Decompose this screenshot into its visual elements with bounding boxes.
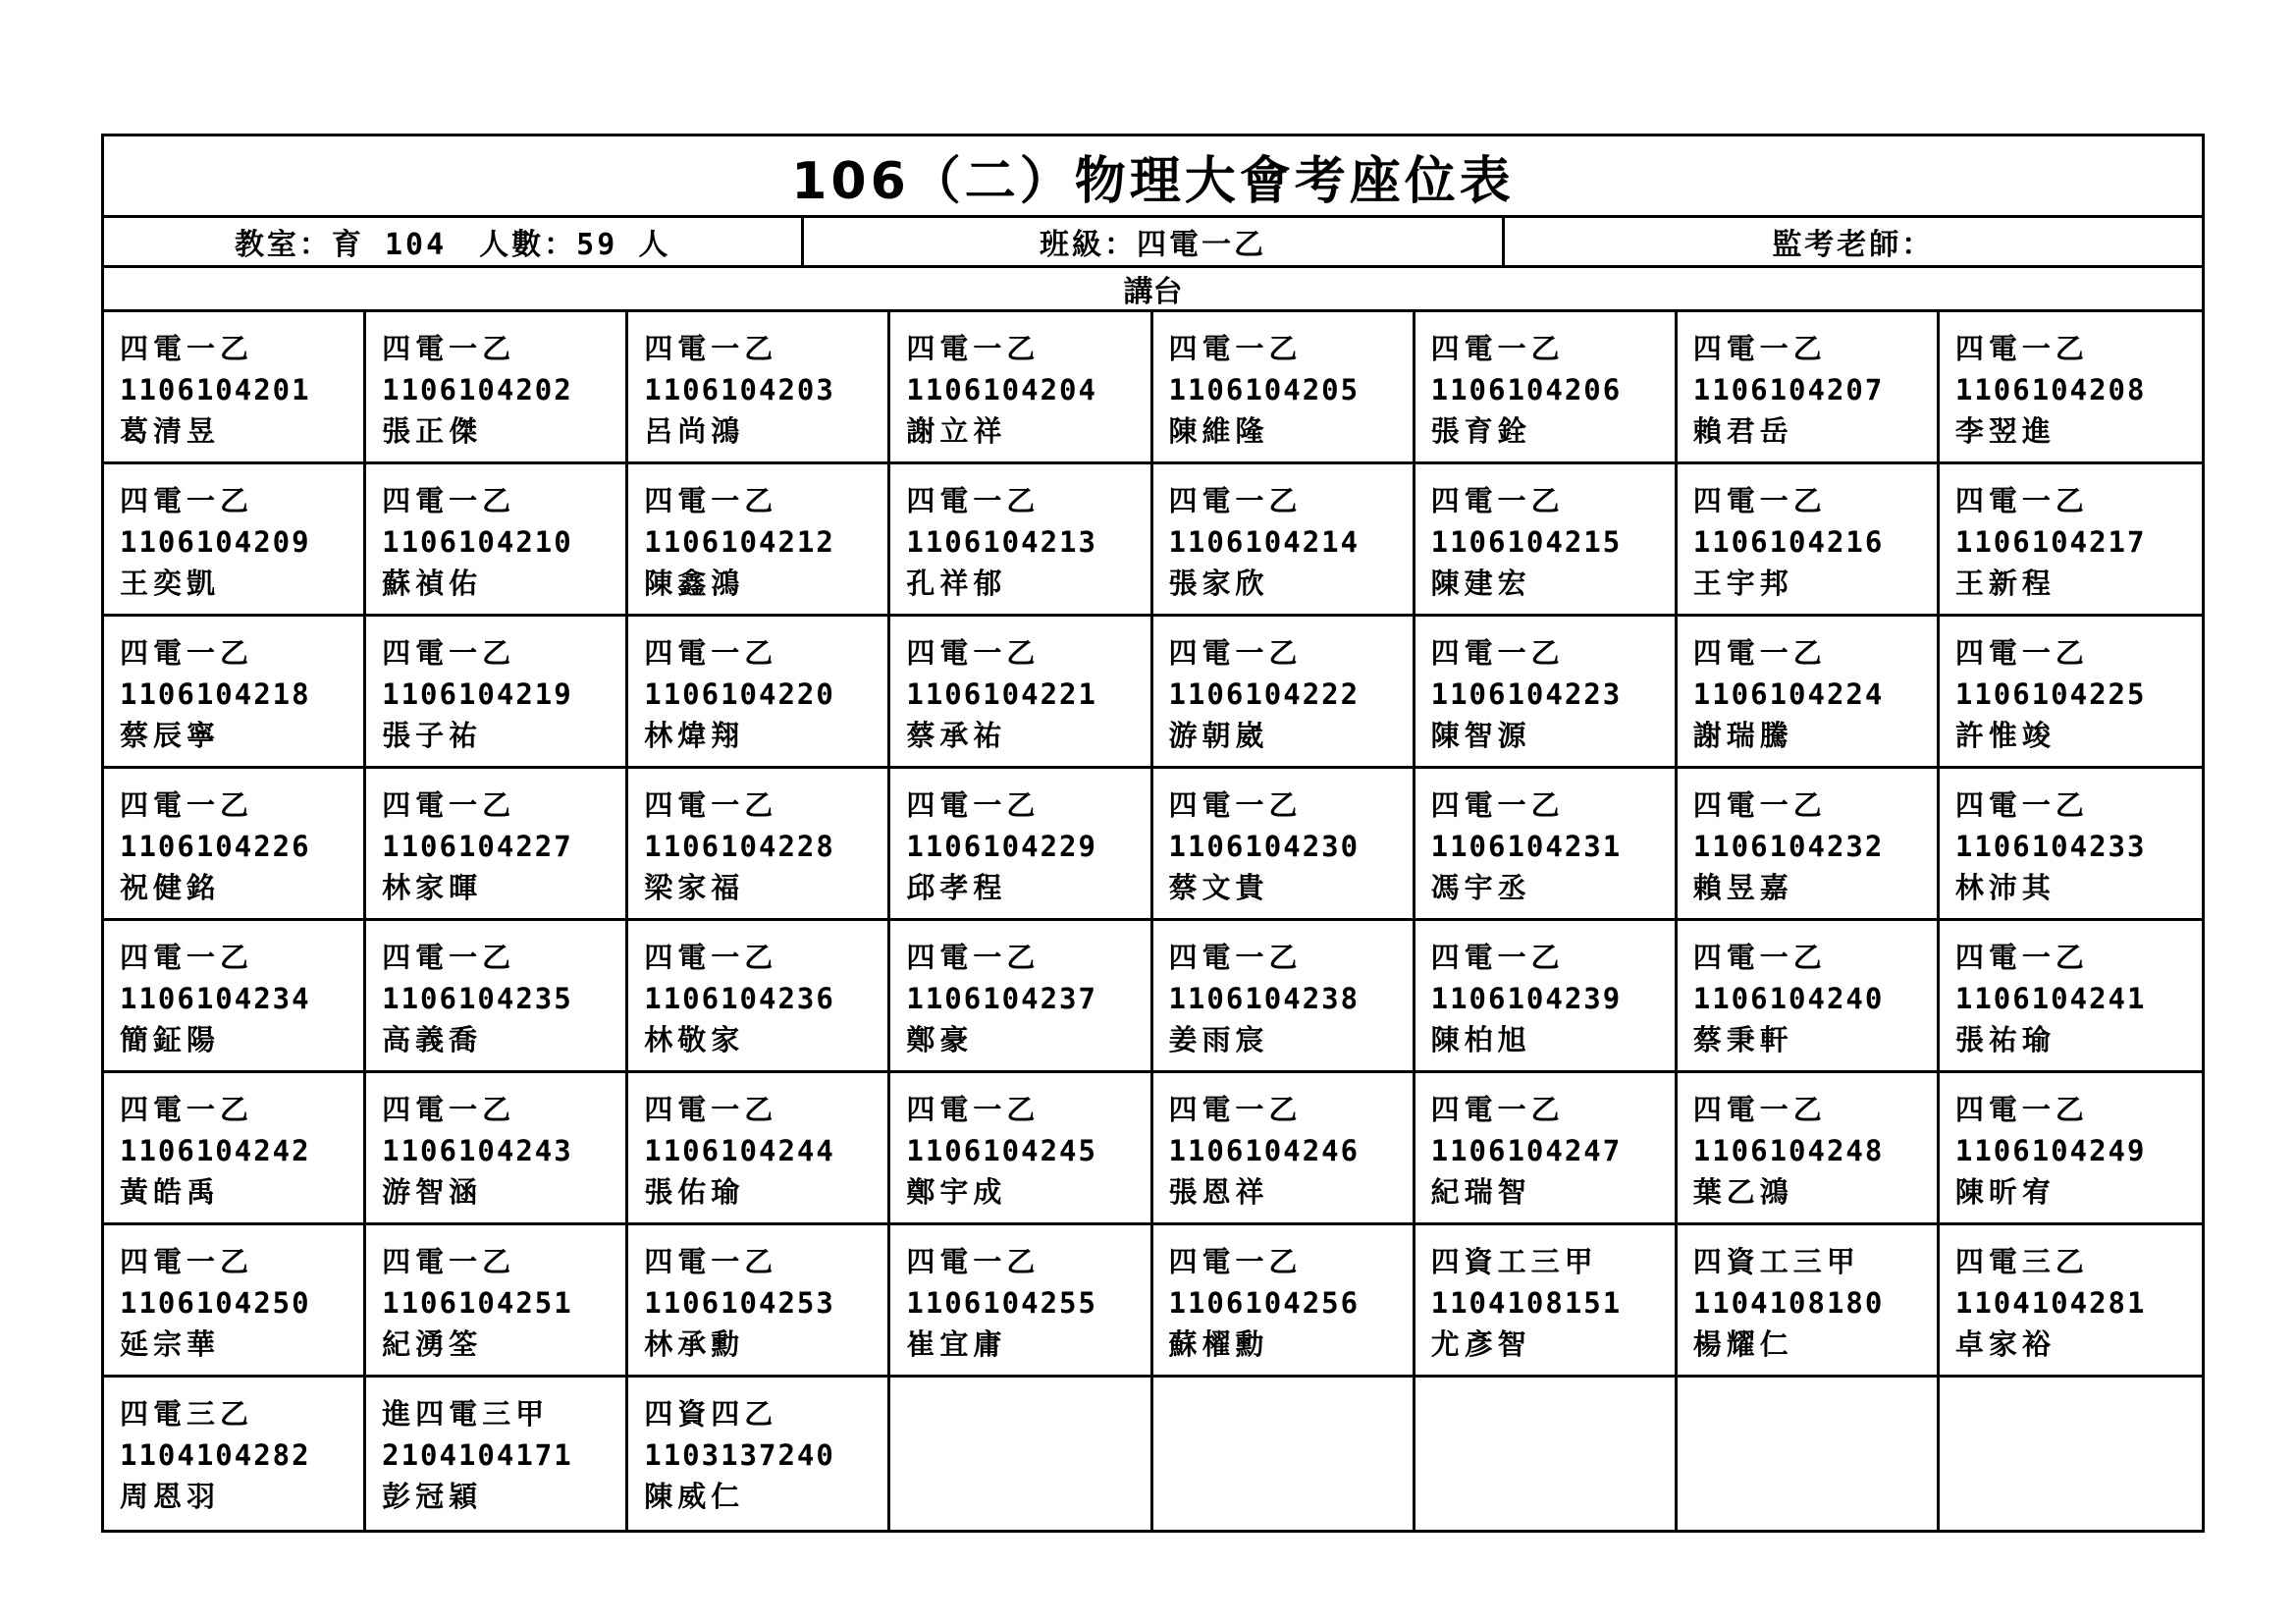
- seat-student-id: 1106104205: [1168, 373, 1361, 406]
- seat-cell: [628, 617, 890, 769]
- seat-student-id: 1106104226: [120, 830, 311, 863]
- seat-student-name: 周恩羽: [120, 1480, 221, 1513]
- seat-student-name: 陳建宏: [1430, 567, 1531, 600]
- seat-student-id: 1106104230: [1168, 830, 1361, 863]
- seat-student-id: 1106104238: [1168, 982, 1361, 1015]
- seat-student-id: 1106104214: [1168, 525, 1361, 559]
- seat-cell: [890, 921, 1152, 1073]
- seat-student-name: 陳維隆: [1168, 414, 1269, 448]
- seat-student-id: 1106104201: [120, 373, 311, 406]
- seat-class: 四電一乙: [644, 1245, 778, 1278]
- seat-student-name: 王新程: [1954, 567, 2056, 600]
- seat-class: 四電一乙: [1692, 636, 1827, 670]
- seat-class: 四電一乙: [906, 636, 1041, 670]
- seat-student-id: 1106104202: [382, 373, 573, 406]
- seat-student-id: 1106104232: [1692, 830, 1885, 863]
- seat-cell: [1678, 1378, 1940, 1530]
- seat-student-name: 陳威仁: [644, 1480, 745, 1513]
- seat-student-id: 1106104210: [382, 525, 573, 559]
- seat-student-name: 邱孝程: [906, 871, 1007, 904]
- seat-cell: [890, 1378, 1152, 1530]
- seat-student-name: 孔祥郁: [906, 567, 1007, 600]
- seat-class: 四電一乙: [1430, 1093, 1565, 1126]
- seat-student-name: 林沛其: [1954, 871, 2056, 904]
- seat-class: 四電一乙: [1692, 788, 1827, 822]
- seat-student-name: 姜雨宸: [1168, 1023, 1269, 1056]
- seat-cell: [1153, 1073, 1415, 1225]
- seat-student-name: 張家欣: [1168, 567, 1269, 600]
- seat-student-name: 陳鑫鴻: [644, 567, 745, 600]
- seat-class: 四電一乙: [906, 1245, 1041, 1278]
- seat-class: 四電一乙: [1430, 484, 1565, 517]
- seat-cell: [890, 769, 1152, 921]
- seat-student-name: 延宗華: [120, 1327, 221, 1361]
- seat-student-name: 蔡文貴: [1168, 871, 1269, 904]
- seat-class: 四電一乙: [1168, 941, 1303, 974]
- seat-student-name: 許惟竣: [1954, 719, 2056, 752]
- seat-class: 四電一乙: [906, 332, 1041, 365]
- seat-cell: [628, 1073, 890, 1225]
- seat-student-id: 1106104244: [644, 1134, 835, 1167]
- seat-cell: [628, 1225, 890, 1378]
- seat-cell: [1415, 769, 1678, 921]
- seat-grid: [104, 312, 2202, 1530]
- seat-cell: [366, 921, 628, 1073]
- seat-student-name: 賴君岳: [1692, 414, 1793, 448]
- seat-cell: [1153, 617, 1415, 769]
- seat-class: 四資工三甲: [1692, 1245, 1860, 1278]
- seat-student-name: 蔡秉軒: [1692, 1023, 1793, 1056]
- seat-student-name: 黃皓禹: [120, 1175, 221, 1209]
- seat-class: 四電一乙: [1168, 332, 1303, 365]
- seat-class: 四電一乙: [382, 1093, 516, 1126]
- seat-class: 四電一乙: [1954, 484, 2089, 517]
- seat-cell: [1940, 617, 2202, 769]
- seat-class: 進四電三甲: [382, 1397, 550, 1431]
- seat-class: 四電一乙: [120, 332, 254, 365]
- seat-student-name: 林承勳: [644, 1327, 745, 1361]
- seat-cell: [1678, 464, 1940, 617]
- seat-class: 四電一乙: [382, 484, 516, 517]
- seat-class: 四電一乙: [644, 1093, 778, 1126]
- seat-student-name: 祝健銘: [120, 871, 221, 904]
- seat-cell: [1678, 769, 1940, 921]
- seat-student-name: 楊耀仁: [1692, 1327, 1793, 1361]
- seat-class: 四電一乙: [906, 484, 1041, 517]
- seat-cell: [366, 464, 628, 617]
- seat-student-id: 1106104241: [1954, 982, 2147, 1015]
- seat-class: 四電一乙: [382, 332, 516, 365]
- seat-class: 四資四乙: [644, 1397, 778, 1431]
- seat-student-name: 蔡承祐: [906, 719, 1007, 752]
- seat-cell: [1153, 1225, 1415, 1378]
- seat-student-id: 1106104239: [1430, 982, 1623, 1015]
- seat-cell: [1940, 1225, 2202, 1378]
- seat-student-id: 1106104231: [1430, 830, 1623, 863]
- seat-student-id: 1106104237: [906, 982, 1097, 1015]
- seat-cell: [1153, 1378, 1415, 1530]
- seat-cell: [1940, 769, 2202, 921]
- seat-class: 四電一乙: [120, 788, 254, 822]
- seat-student-name: 張恩祥: [1168, 1175, 1269, 1209]
- seat-student-id: 1106104243: [382, 1134, 573, 1167]
- seat-student-name: 簡鉦陽: [120, 1023, 221, 1056]
- seat-student-name: 陳昕宥: [1954, 1175, 2056, 1209]
- seat-student-name: 梁家福: [644, 871, 745, 904]
- seat-student-name: 彭冠穎: [382, 1480, 483, 1513]
- seat-student-id: 1106104220: [644, 677, 835, 711]
- seat-cell: [628, 1378, 890, 1530]
- seat-student-id: 1106104247: [1430, 1134, 1623, 1167]
- seat-class: 四電三乙: [120, 1397, 254, 1431]
- seat-student-name: 陳智源: [1430, 719, 1531, 752]
- seat-cell: [366, 1378, 628, 1530]
- seat-student-id: 1103137240: [644, 1438, 835, 1472]
- seat-class: 四電一乙: [120, 636, 254, 670]
- seat-student-id: 1106104228: [644, 830, 835, 863]
- seat-student-id: 1106104217: [1954, 525, 2147, 559]
- seat-cell: [1415, 1225, 1678, 1378]
- seat-student-name: 游智涵: [382, 1175, 483, 1209]
- seat-cell: [1940, 1073, 2202, 1225]
- seat-student-name: 林煒翔: [644, 719, 745, 752]
- seat-student-name: 張祐瑜: [1954, 1023, 2056, 1056]
- page-title: 106（二）物理大會考座位表: [104, 136, 2202, 218]
- seat-student-id: 1106104253: [644, 1286, 835, 1320]
- seat-student-id: 1106104227: [382, 830, 573, 863]
- seat-student-name: 謝立祥: [906, 414, 1007, 448]
- seat-student-name: 馮宇丞: [1430, 871, 1531, 904]
- seat-class: 四電一乙: [1954, 636, 2089, 670]
- seat-cell: [890, 464, 1152, 617]
- seat-student-id: 1106104222: [1168, 677, 1361, 711]
- seat-cell: [366, 1225, 628, 1378]
- seat-student-id: 1106104219: [382, 677, 573, 711]
- seat-student-name: 張子祐: [382, 719, 483, 752]
- seat-student-id: 1106104242: [120, 1134, 311, 1167]
- seat-student-id: 1106104218: [120, 677, 311, 711]
- seat-student-name: 賴昱嘉: [1692, 871, 1793, 904]
- classroom-info: 教室：育 104 人數：59 人: [234, 228, 671, 262]
- seat-cell: [1153, 312, 1415, 464]
- seat-cell: [628, 921, 890, 1073]
- seat-class: 四電一乙: [120, 1093, 254, 1126]
- seat-student-id: 1106104206: [1430, 373, 1623, 406]
- seat-class: 四電一乙: [644, 636, 778, 670]
- seat-class: 四電一乙: [1168, 484, 1303, 517]
- seat-student-id: 1104104281: [1954, 1286, 2147, 1320]
- seat-student-name: 鄭豪: [906, 1023, 974, 1056]
- seat-class: 四電一乙: [1430, 788, 1565, 822]
- seat-cell: [366, 617, 628, 769]
- seat-student-name: 張正傑: [382, 414, 483, 448]
- seat-student-name: 呂尚鴻: [644, 414, 745, 448]
- seat-class: 四電一乙: [1430, 941, 1565, 974]
- seat-student-name: 紀湧筌: [382, 1327, 483, 1361]
- seat-student-id: 1104108180: [1692, 1286, 1885, 1320]
- seat-cell: [890, 1073, 1152, 1225]
- seat-class: 四電一乙: [644, 941, 778, 974]
- seat-student-id: 1106104255: [906, 1286, 1097, 1320]
- seat-cell: [104, 464, 366, 617]
- seat-cell: [1678, 1225, 1940, 1378]
- seat-cell: [366, 312, 628, 464]
- seat-cell: [1678, 312, 1940, 464]
- seat-student-name: 蔡辰寧: [120, 719, 221, 752]
- seat-class: 四電一乙: [382, 1245, 516, 1278]
- seat-student-name: 鄭宇成: [906, 1175, 1007, 1209]
- seat-class: 四電一乙: [120, 1245, 254, 1278]
- seat-cell: [104, 769, 366, 921]
- seat-cell: [890, 617, 1152, 769]
- seat-cell: [890, 312, 1152, 464]
- seat-cell: [104, 312, 366, 464]
- seat-student-id: 1106104203: [644, 373, 835, 406]
- seat-class: 四電一乙: [1168, 1245, 1303, 1278]
- seat-student-id: 1106104240: [1692, 982, 1885, 1015]
- seat-class: 四電一乙: [120, 941, 254, 974]
- seat-student-id: 1106104249: [1954, 1134, 2147, 1167]
- seat-cell: [1153, 464, 1415, 617]
- seat-class: 四資工三甲: [1430, 1245, 1598, 1278]
- seat-student-name: 尤彥智: [1430, 1327, 1531, 1361]
- seat-class: 四電一乙: [382, 636, 516, 670]
- seat-class: 四電一乙: [1954, 1093, 2089, 1126]
- seat-student-id: 1104108151: [1430, 1286, 1623, 1320]
- seat-student-id: 1106104246: [1168, 1134, 1361, 1167]
- seat-cell: [1940, 312, 2202, 464]
- seat-student-name: 謝瑞騰: [1692, 719, 1793, 752]
- seat-cell: [366, 1073, 628, 1225]
- seat-student-id: 1106104250: [120, 1286, 311, 1320]
- seat-student-name: 蘇禎佑: [382, 567, 483, 600]
- seat-class: 四電一乙: [644, 332, 778, 365]
- seat-student-id: 1106104225: [1954, 677, 2147, 711]
- seat-cell: [1678, 1073, 1940, 1225]
- seat-class: 四電一乙: [644, 788, 778, 822]
- seat-class: 四電一乙: [906, 788, 1041, 822]
- seat-student-id: 1106104221: [906, 677, 1097, 711]
- seat-class: 四電一乙: [1692, 941, 1827, 974]
- seat-student-name: 紀瑞智: [1430, 1175, 1531, 1209]
- info-row: [104, 218, 2202, 268]
- seat-cell: [1153, 921, 1415, 1073]
- seat-class: 四電一乙: [1954, 788, 2089, 822]
- seat-student-name: 葉乙鴻: [1692, 1175, 1793, 1209]
- seat-class: 四電一乙: [382, 788, 516, 822]
- seat-cell: [104, 617, 366, 769]
- seat-cell: [1415, 1073, 1678, 1225]
- seat-cell: [890, 1225, 1152, 1378]
- seat-student-id: 1106104235: [382, 982, 573, 1015]
- seat-cell: [366, 769, 628, 921]
- seat-class: 四電一乙: [1168, 636, 1303, 670]
- seat-student-id: 1106104248: [1692, 1134, 1885, 1167]
- seat-student-name: 張育銓: [1430, 414, 1531, 448]
- seat-student-id: 1106104233: [1954, 830, 2147, 863]
- seat-class: 四電一乙: [120, 484, 254, 517]
- seat-student-name: 王奕凱: [120, 567, 221, 600]
- seat-class: 四電一乙: [1954, 332, 2089, 365]
- seat-student-id: 1106104251: [382, 1286, 573, 1320]
- seat-student-id: 1106104223: [1430, 677, 1623, 711]
- seat-cell: [1415, 464, 1678, 617]
- seat-student-id: 1106104207: [1692, 373, 1885, 406]
- seat-student-name: 崔宜庸: [906, 1327, 1007, 1361]
- seating-chart-table: [101, 134, 2205, 1533]
- seat-cell: [1415, 617, 1678, 769]
- seat-student-id: 1106104213: [906, 525, 1097, 559]
- seat-cell: [1940, 921, 2202, 1073]
- seat-cell: [628, 769, 890, 921]
- seat-student-name: 卓家裕: [1954, 1327, 2056, 1361]
- seat-cell: [1415, 921, 1678, 1073]
- seat-cell: [1415, 1378, 1678, 1530]
- seat-student-id: 1106104212: [644, 525, 835, 559]
- seat-class: 四電一乙: [1954, 941, 2089, 974]
- seat-student-id: 1106104245: [906, 1134, 1097, 1167]
- class-info: 班級：四電一乙: [801, 218, 1501, 265]
- seat-student-id: 1106104208: [1954, 373, 2147, 406]
- seat-cell: [1678, 617, 1940, 769]
- seat-cell: [1940, 464, 2202, 617]
- podium-label: 講台: [104, 268, 2202, 312]
- seat-class: 四電一乙: [1168, 788, 1303, 822]
- seat-class: 四電一乙: [1692, 332, 1827, 365]
- seat-cell: [1940, 1378, 2202, 1530]
- seat-student-name: 高義喬: [382, 1023, 483, 1056]
- seat-student-name: 林家暉: [382, 871, 483, 904]
- seat-student-id: 1106104204: [906, 373, 1097, 406]
- seat-student-name: 林敬家: [644, 1023, 745, 1056]
- seat-cell: [628, 312, 890, 464]
- seat-cell: [104, 1378, 366, 1530]
- seat-student-id: 1106104256: [1168, 1286, 1361, 1320]
- seat-class: 四電一乙: [1168, 1093, 1303, 1126]
- seat-class: 四電一乙: [1430, 636, 1565, 670]
- seat-student-name: 李翌進: [1954, 414, 2056, 448]
- seat-student-name: 陳柏旭: [1430, 1023, 1531, 1056]
- seat-student-id: 1106104209: [120, 525, 311, 559]
- seat-class: 四電三乙: [1954, 1245, 2089, 1278]
- proctor-info: 監考老師：: [1502, 218, 2202, 265]
- seat-cell: [1153, 769, 1415, 921]
- seat-cell: [1415, 312, 1678, 464]
- seat-class: 四電一乙: [644, 484, 778, 517]
- seat-class: 四電一乙: [1692, 1093, 1827, 1126]
- seat-cell: [104, 1073, 366, 1225]
- seat-student-id: 1106104229: [906, 830, 1097, 863]
- seat-class: 四電一乙: [1430, 332, 1565, 365]
- seat-student-name: 張佑瑜: [644, 1175, 745, 1209]
- seat-student-name: 游朝崴: [1168, 719, 1269, 752]
- seat-class: 四電一乙: [382, 941, 516, 974]
- seat-student-id: 1106104234: [120, 982, 311, 1015]
- seat-class: 四電一乙: [906, 941, 1041, 974]
- seat-cell: [628, 464, 890, 617]
- seat-student-name: 王宇邦: [1692, 567, 1793, 600]
- seat-class: 四電一乙: [906, 1093, 1041, 1126]
- seat-student-id: 1106104236: [644, 982, 835, 1015]
- seat-student-id: 1104104282: [120, 1438, 311, 1472]
- seat-cell: [104, 1225, 366, 1378]
- seat-student-id: 1106104216: [1692, 525, 1885, 559]
- seat-student-name: 蘇櫂勳: [1168, 1327, 1269, 1361]
- seat-cell: [1678, 921, 1940, 1073]
- seat-student-name: 葛清昱: [120, 414, 221, 448]
- seat-student-id: 1106104215: [1430, 525, 1623, 559]
- seat-student-id: 1106104224: [1692, 677, 1885, 711]
- seat-class: 四電一乙: [1692, 484, 1827, 517]
- seat-student-id: 2104104171: [382, 1438, 573, 1472]
- seat-cell: [104, 921, 366, 1073]
